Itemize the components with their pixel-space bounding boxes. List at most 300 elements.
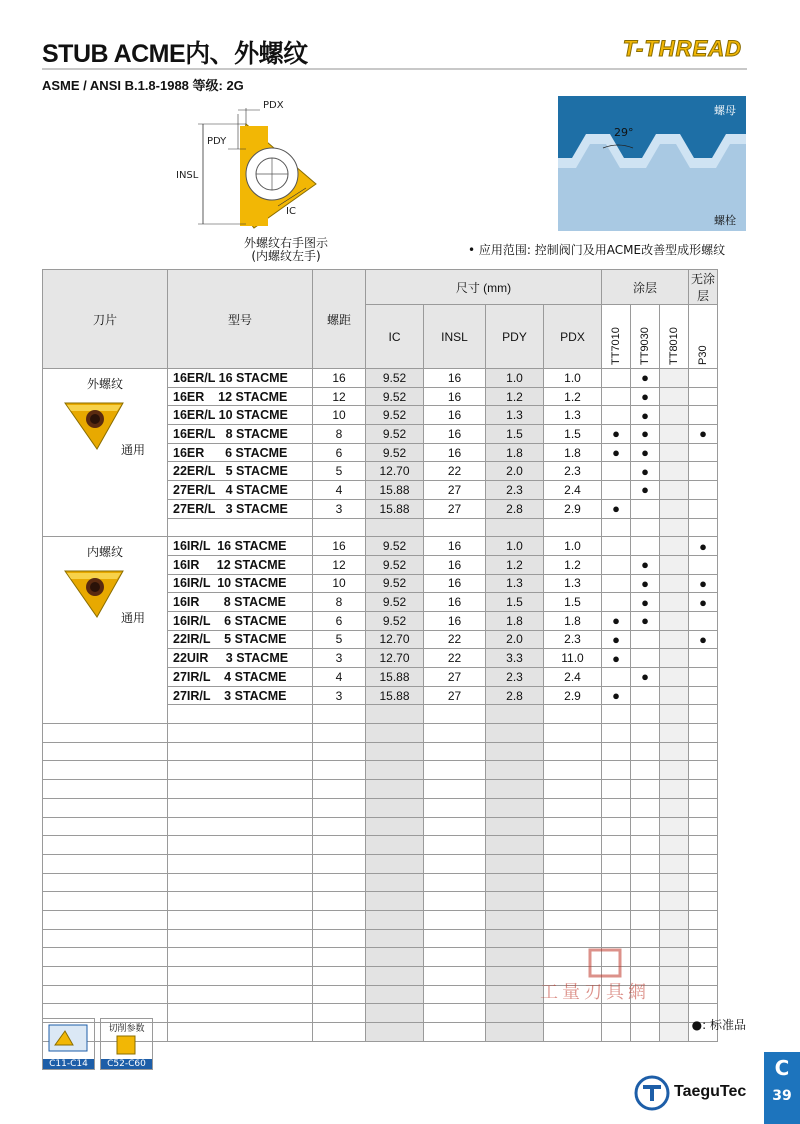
empty-cell [366,518,424,537]
empty-cell [631,910,660,929]
table-empty-row [43,798,718,817]
pitch-cell: 4 [313,481,366,500]
empty-cell [168,798,313,817]
ic-cell: 9.52 [366,387,424,406]
toolholder-ref-link[interactable] [42,1018,95,1070]
blade-usage-label: 通用 [120,611,145,626]
pitch-cell: 10 [313,574,366,593]
grade-availability-cell: ● [631,425,660,444]
empty-cell [366,836,424,855]
empty-cell [43,910,168,929]
grade-availability-cell: ● [602,611,631,630]
grade-availability-cell: ● [602,649,631,668]
cutting-data-ref-link[interactable] [100,1018,153,1070]
empty-cell [168,910,313,929]
empty-cell [313,948,366,967]
empty-cell [544,780,602,799]
empty-cell [366,910,424,929]
grade-availability-cell [631,537,660,556]
pitch-cell: 16 [313,369,366,388]
grade-availability-cell [602,574,631,593]
grade-availability-cell: ● [689,425,718,444]
thread-angle-label: 29° [614,126,634,139]
empty-cell [366,929,424,948]
empty-cell [424,780,486,799]
pitch-cell: 3 [313,499,366,518]
insl-cell: 16 [424,537,486,556]
empty-cell [486,1023,544,1042]
empty-cell [602,780,631,799]
pdx-cell: 1.2 [544,387,602,406]
empty-cell [544,518,602,537]
empty-cell [602,892,631,911]
bolt-label: 螺栓 [714,214,736,227]
grade-availability-cell [631,649,660,668]
model-cell: 16IR 8 STACME [168,593,313,612]
empty-cell [43,761,168,780]
table-empty-row [43,910,718,929]
insl-cell: 16 [424,443,486,462]
model-cell: 16IR/L 16 STACME [168,537,313,556]
pdx-cell: 2.4 [544,668,602,687]
grade-availability-cell [660,593,689,612]
blade-cell [43,369,168,537]
grade-availability-cell [689,481,718,500]
empty-cell [168,985,313,1004]
empty-cell [486,724,544,743]
pdx-cell: 1.5 [544,593,602,612]
grade-availability-cell: ● [689,537,718,556]
ic-cell: 9.52 [366,406,424,425]
ic-cell: 12.70 [366,630,424,649]
empty-cell [631,836,660,855]
empty-cell [168,724,313,743]
empty-cell [486,518,544,537]
grade-availability-cell [660,462,689,481]
empty-cell [689,724,718,743]
pdx-cell: 1.3 [544,406,602,425]
ic-cell: 9.52 [366,369,424,388]
pdx-cell: 1.0 [544,369,602,388]
ic-cell: 9.52 [366,555,424,574]
caption-line-1: 外螺纹右手图示 [243,236,328,250]
empty-cell [631,780,660,799]
empty-cell [660,780,689,799]
ic-cell: 15.88 [366,668,424,687]
model-cell: 16ER/L 16 STACME [168,369,313,388]
empty-cell [366,985,424,1004]
empty-cell [366,873,424,892]
empty-cell [486,742,544,761]
grade-availability-cell [689,443,718,462]
insl-cell: 16 [424,574,486,593]
empty-cell [313,798,366,817]
grade-availability-cell [660,686,689,705]
pdy-cell: 1.0 [486,537,544,556]
pdx-cell: 1.5 [544,425,602,444]
empty-cell [43,873,168,892]
grade-availability-cell [660,611,689,630]
model-cell: 16ER/L 8 STACME [168,425,313,444]
grade-availability-cell: ● [631,481,660,500]
empty-cell [313,518,366,537]
pdx-cell: 2.9 [544,499,602,518]
grade-availability-cell: ● [602,686,631,705]
table-empty-row [43,892,718,911]
empty-cell [689,910,718,929]
empty-cell [602,836,631,855]
grade-availability-cell: ● [631,555,660,574]
empty-cell [689,948,718,967]
insl-cell: 16 [424,593,486,612]
empty-cell [660,798,689,817]
empty-cell [631,817,660,836]
cutting-data-ref-label: C52-C60 [101,1059,152,1069]
empty-cell [424,742,486,761]
grade-availability-cell: ● [631,574,660,593]
empty-cell [168,817,313,836]
empty-cell [424,985,486,1004]
empty-cell [424,836,486,855]
pdx-cell: 1.3 [544,574,602,593]
header-grade-tt9030: TT9030 [639,327,651,365]
empty-cell [313,817,366,836]
grade-availability-cell [689,406,718,425]
insl-cell: 27 [424,668,486,687]
empty-cell [602,705,631,724]
empty-cell [43,892,168,911]
model-cell: 22IR/L 5 STACME [168,630,313,649]
empty-cell [313,705,366,724]
pitch-cell: 12 [313,387,366,406]
pitch-cell: 10 [313,406,366,425]
empty-cell [313,836,366,855]
grade-availability-cell [689,555,718,574]
grade-availability-cell [660,406,689,425]
empty-cell [544,742,602,761]
empty-cell [313,854,366,873]
page-subtitle: ASME / ANSI B.1.8-1988 等级: 2G [42,78,244,93]
empty-cell [631,929,660,948]
empty-cell [602,798,631,817]
blade-type-label: 内螺纹 [86,545,123,560]
empty-cell [544,892,602,911]
grade-availability-cell: ● [631,443,660,462]
grade-availability-cell [631,499,660,518]
insl-cell: 16 [424,425,486,444]
grade-availability-cell: ● [689,630,718,649]
empty-cell [660,761,689,780]
model-cell: 16ER 12 STACME [168,387,313,406]
empty-cell [602,910,631,929]
empty-cell [366,817,424,836]
pitch-cell: 3 [313,649,366,668]
grade-availability-cell [689,369,718,388]
empty-cell [168,967,313,986]
table-empty-row [43,742,718,761]
grade-availability-cell [602,537,631,556]
grade-availability-cell: ● [631,369,660,388]
grade-availability-cell: ● [689,593,718,612]
legend-standard: ●: 标准品 [691,1018,746,1032]
pitch-cell: 16 [313,537,366,556]
grade-availability-cell [660,481,689,500]
empty-cell [602,518,631,537]
empty-cell [43,780,168,799]
empty-cell [660,892,689,911]
empty-cell [313,929,366,948]
empty-cell [486,892,544,911]
table-empty-row [43,929,718,948]
pdx-cell: 1.8 [544,443,602,462]
empty-cell [689,873,718,892]
empty-cell [168,742,313,761]
model-cell: 16ER 6 STACME [168,443,313,462]
empty-cell [660,873,689,892]
pdy-cell: 1.3 [486,406,544,425]
pdx-cell: 1.2 [544,555,602,574]
empty-cell [544,705,602,724]
grade-availability-cell [660,387,689,406]
empty-cell [424,948,486,967]
pdx-cell: 11.0 [544,649,602,668]
pitch-cell: 5 [313,462,366,481]
cutting-data-title: 切削参数 [108,1024,145,1034]
caption-line-2: (内螺纹左手) [251,249,321,263]
empty-cell [544,854,602,873]
empty-cell [689,892,718,911]
table-empty-row [43,836,718,855]
empty-cell [43,929,168,948]
grade-availability-cell [660,537,689,556]
table-row [43,537,718,556]
empty-cell [486,761,544,780]
empty-cell [313,985,366,1004]
insl-cell: 27 [424,686,486,705]
empty-cell [313,742,366,761]
header-insl: INSL [424,305,486,369]
insert-spec-table [42,269,718,1042]
empty-cell [366,892,424,911]
grade-availability-cell [660,555,689,574]
grade-availability-cell: ● [631,406,660,425]
pdy-label: PDY [207,136,227,147]
pitch-cell: 8 [313,593,366,612]
table-row [43,369,718,388]
empty-cell [544,817,602,836]
empty-cell [313,780,366,799]
header-ic: IC [366,305,424,369]
insl-cell: 22 [424,462,486,481]
model-cell: 22ER/L 5 STACME [168,462,313,481]
empty-cell [660,817,689,836]
insl-cell: 16 [424,406,486,425]
title-rule [42,68,747,70]
empty-cell [689,742,718,761]
empty-cell [486,985,544,1004]
header-grade-p30: P30 [697,345,709,365]
empty-cell [689,985,718,1004]
ic-cell: 9.52 [366,425,424,444]
empty-cell [631,854,660,873]
empty-cell [366,705,424,724]
empty-cell [168,780,313,799]
empty-cell [424,1023,486,1042]
empty-cell [544,724,602,743]
empty-cell [486,817,544,836]
ic-cell: 9.52 [366,593,424,612]
empty-cell [631,1023,660,1042]
grade-availability-cell [660,499,689,518]
empty-cell [43,985,168,1004]
pdy-cell: 2.8 [486,686,544,705]
header-uncoated: 无涂层 [689,270,718,305]
empty-cell [486,967,544,986]
header-dimensions: 尺寸 (mm) [366,270,602,305]
grade-availability-cell [602,369,631,388]
empty-cell [631,705,660,724]
model-cell: 22UIR 3 STACME [168,649,313,668]
model-cell: 27ER/L 3 STACME [168,499,313,518]
empty-cell [544,836,602,855]
empty-cell [168,705,313,724]
model-cell: 16ER/L 10 STACME [168,406,313,425]
model-cell: 16IR/L 10 STACME [168,574,313,593]
empty-cell [689,518,718,537]
pdy-cell: 1.2 [486,555,544,574]
empty-cell [544,910,602,929]
empty-cell [689,929,718,948]
empty-cell [486,929,544,948]
pdx-cell: 2.4 [544,481,602,500]
grade-availability-cell [660,369,689,388]
empty-cell [486,910,544,929]
grade-availability-cell [660,443,689,462]
empty-cell [366,742,424,761]
empty-cell [424,910,486,929]
ic-cell: 15.88 [366,499,424,518]
cutting-data-icon [101,1034,152,1058]
empty-cell [168,854,313,873]
header-coated: 涂层 [602,270,689,305]
empty-cell [689,761,718,780]
grade-availability-cell: ● [631,387,660,406]
pdy-cell: 2.0 [486,462,544,481]
empty-cell [424,873,486,892]
empty-cell [660,929,689,948]
header-grade-tt7010: TT7010 [610,327,622,365]
blade-type-label: 外螺纹 [86,377,123,391]
grade-availability-cell: ● [602,499,631,518]
company-logo-icon [634,1075,670,1111]
pdy-cell: 1.8 [486,611,544,630]
insl-cell: 16 [424,369,486,388]
empty-cell [43,967,168,986]
empty-cell [631,892,660,911]
empty-cell [43,742,168,761]
pdy-cell: 2.0 [486,630,544,649]
model-cell: 16IR 12 STACME [168,555,313,574]
empty-cell [168,929,313,948]
insl-label: INSL [176,170,199,181]
watermark-graphic [540,948,670,1008]
page-title: STUB ACME内、外螺纹 [42,40,308,68]
empty-cell [366,967,424,986]
application-scope-note: • 应用范围: 控制阀门及用ACME改善型成形螺纹 [468,243,726,257]
pitch-cell: 12 [313,555,366,574]
empty-cell [313,967,366,986]
empty-cell [631,873,660,892]
empty-cell [660,910,689,929]
empty-cell [424,705,486,724]
header-model: 型号 [168,270,313,369]
pitch-cell: 6 [313,443,366,462]
empty-cell [689,836,718,855]
grade-availability-cell [689,686,718,705]
empty-cell [631,798,660,817]
empty-cell [168,1004,313,1023]
section-letter: C [774,1056,790,1080]
grade-availability-cell: ● [631,668,660,687]
empty-cell [313,910,366,929]
table-empty-row [43,724,718,743]
insl-cell: 16 [424,611,486,630]
grade-availability-cell [689,387,718,406]
ic-cell: 9.52 [366,574,424,593]
empty-cell [313,892,366,911]
insl-cell: 27 [424,499,486,518]
empty-cell [366,761,424,780]
pdy-cell: 2.8 [486,499,544,518]
empty-cell [43,854,168,873]
insl-cell: 16 [424,555,486,574]
empty-cell [313,1004,366,1023]
header-grade-tt8010: TT8010 [668,327,680,365]
empty-cell [544,761,602,780]
insl-cell: 22 [424,649,486,668]
empty-cell [43,724,168,743]
empty-cell [424,798,486,817]
grade-availability-cell [602,406,631,425]
empty-cell [424,892,486,911]
table-empty-row [43,761,718,780]
ic-cell: 9.52 [366,537,424,556]
pdy-cell: 1.0 [486,369,544,388]
empty-cell [602,761,631,780]
empty-cell [43,798,168,817]
grade-availability-cell: ● [689,574,718,593]
empty-cell [660,518,689,537]
empty-cell [424,761,486,780]
grade-availability-cell [660,425,689,444]
thread-profile-diagram [558,96,746,231]
empty-cell [660,742,689,761]
pdy-cell: 1.3 [486,574,544,593]
empty-cell [424,817,486,836]
empty-cell [366,854,424,873]
grade-availability-cell: ● [602,630,631,649]
brand-logo: T-THREAD [622,36,742,61]
ic-cell: 9.52 [366,611,424,630]
empty-cell [544,929,602,948]
empty-cell [660,724,689,743]
grade-availability-cell: ● [602,443,631,462]
empty-cell [486,873,544,892]
empty-cell [366,780,424,799]
grade-availability-cell [602,593,631,612]
header-pitch: 螺距 [313,270,366,369]
empty-cell [313,873,366,892]
